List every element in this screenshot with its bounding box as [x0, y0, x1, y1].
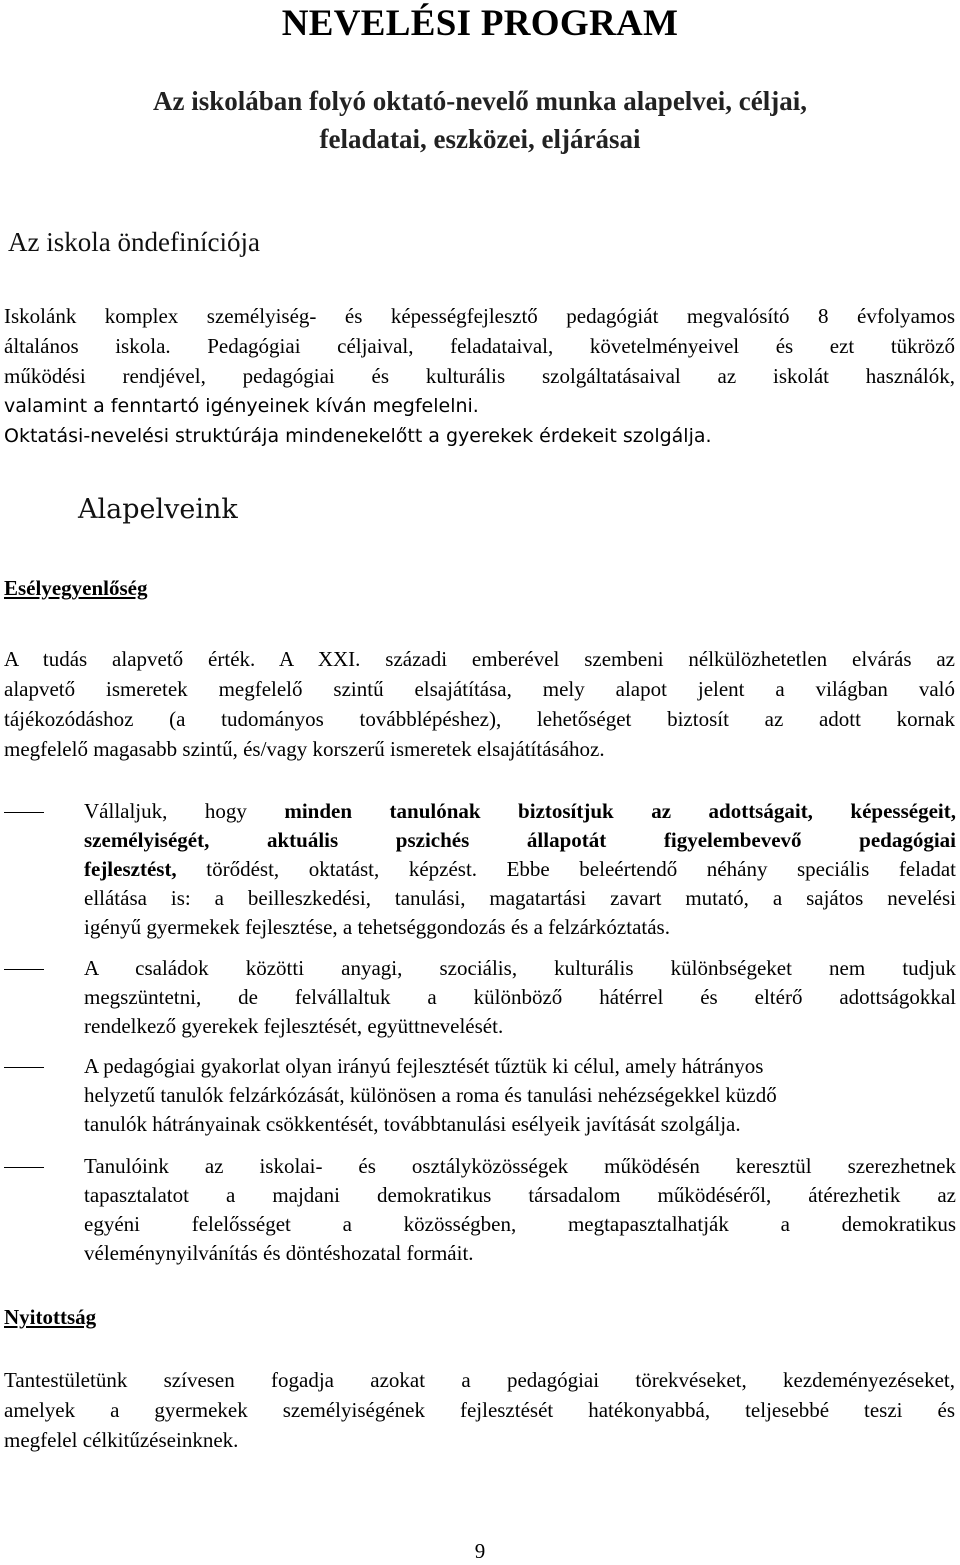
paragraph-line: Tantestületünk szívesen fogadja azokat a pedagógiai törekvéseket, kezdeményezéseket,: [4, 1368, 955, 1392]
openness-paragraph: [4, 1365, 955, 1455]
bullet-line: tapasztalatot a majdani demokratikus társadalom működéséről, átérezhetik az: [84, 1183, 956, 1207]
bullet-line: megszüntetni, de felvállaltuk a különböző hátérrel és eltérő adottságokkal: [84, 985, 956, 1009]
bullet-text: [84, 1152, 956, 1268]
bullet-line: igényű gyermekek fejlesztése, a tehetséggondozás és a felzárkóztatás.: [84, 915, 670, 939]
subheading-openness: Nyitottság: [4, 1305, 97, 1329]
paragraph-line: Iskolánk komplex személyiség- és képességfejlesztő pedagógiát megvalósító 8 évfolyamos: [4, 304, 955, 328]
paragraph-line: amelyek a gyermekek személyiségének fejlesztését hatékonyabbá, teljesebbé teszi és: [4, 1398, 955, 1422]
bullet-text-run: törődést, oktatást, képzést. Ebbe beleértendő néhány speciális feladat: [176, 857, 956, 881]
paragraph-line: alapvető ismeretek megfelelő szintű elsajátítása, mely alapot jelent a világban való: [4, 677, 955, 701]
paragraph-line: megfelelő magasabb szintű, és/vagy korszerű ismeretek elsajátításához.: [4, 737, 605, 761]
bullet-line: Tanulóink az iskolai- és osztályközösségek működésén keresztül szerezhetnek: [84, 1154, 956, 1178]
document-title: NEVELÉSI PROGRAM: [281, 3, 679, 44]
subheading-equal-opportunity: Esélyegyenlőség: [4, 576, 148, 600]
bullet-bold-run: minden tanulónak biztosítjuk az adottságait, képességeit,: [284, 799, 956, 823]
bullet-bold-run: személyiségét, aktuális pszichés állapotát figyelembevevő pedagógiai: [84, 828, 956, 852]
paragraph-line: általános iskola. Pedagógiai céljaival, feladataival, követelményeivel és ezt tükröző: [4, 334, 955, 358]
subtitle-line: feladatai, eszközei, eljárásai: [319, 124, 641, 154]
subtitle-line: Az iskolában folyó oktató-nevelő munka alapelvei, céljai,: [153, 86, 807, 116]
bullet-line: [84, 826, 956, 855]
bullet-bold-run: fejlesztést,: [84, 857, 177, 881]
paragraph-line: tájékozódáshoz (a tudományos továbblépéshez), lehetőséget biztosít az adott kornak: [4, 707, 955, 731]
bullet-line: A pedagógiai gyakorlat olyan irányú fejlesztését tűztük ki célul, amely hátrányos: [84, 1054, 764, 1078]
document-subtitle: [0, 82, 960, 158]
bullet-text: [84, 1052, 956, 1139]
bullet-text-run: Vállaljuk, hogy: [84, 799, 285, 823]
self-definition-paragraph: [4, 301, 955, 451]
bullet-line: A családok közötti anyagi, szociális, kulturális különbségeket nem tudjuk: [84, 956, 956, 980]
bullet-line: helyzetű tanulók felzárkózását, különösen a roma és tanulási nehézségekkel küzdő: [84, 1083, 777, 1107]
bullet-line: rendelkező gyerekek fejlesztését, együttnevelését.: [84, 1014, 504, 1038]
paragraph-line: működési rendjével, pedagógiai és kulturális szolgáltatásaival az iskolát használók,: [4, 364, 955, 388]
bullet-line: véleménynyilvánítás és döntéshozatal formáit.: [84, 1241, 474, 1265]
bullet-line: tanulók hátrányainak csökkentését, továbbtanulási esélyeik javítását szolgálja.: [84, 1112, 741, 1136]
paragraph-line: A tudás alapvető érték. A XXI. századi emberével szembeni nélkülözhetetlen elvárás az: [4, 647, 955, 671]
bullet-text: [84, 954, 956, 1041]
bullet-line: [84, 797, 956, 826]
bullet-line: ellátása is: a beilleszkedési, tanulási, magatartási zavart mutató, a sajátos nevelési: [84, 886, 956, 910]
bullet-line: egyéni felelősséget a közösségben, megtapasztalhatják a demokratikus: [84, 1212, 956, 1236]
bullet-line: [84, 855, 956, 884]
dash-bullet-icon: [4, 1067, 44, 1068]
paragraph-line: megfelel célkitűzéseinknek.: [4, 1428, 239, 1452]
dash-bullet-icon: [4, 1167, 44, 1168]
dash-bullet-icon: [4, 969, 44, 970]
knowledge-paragraph: [4, 644, 955, 764]
paragraph-line: Oktatási-nevelési struktúrája mindenekelőtt a gyerekek érdekeit szolgálja.: [4, 425, 712, 447]
paragraph-line: valamint a fenntartó igényeinek kíván megfelelni.: [4, 395, 479, 417]
page-number: 9: [474, 1539, 486, 1563]
section-heading-principles: Alapelveink: [78, 494, 238, 525]
section-heading-self-definition: Az iskola öndefiníciója: [8, 227, 260, 257]
dash-bullet-icon: [4, 812, 44, 813]
bullet-text: [84, 797, 956, 942]
